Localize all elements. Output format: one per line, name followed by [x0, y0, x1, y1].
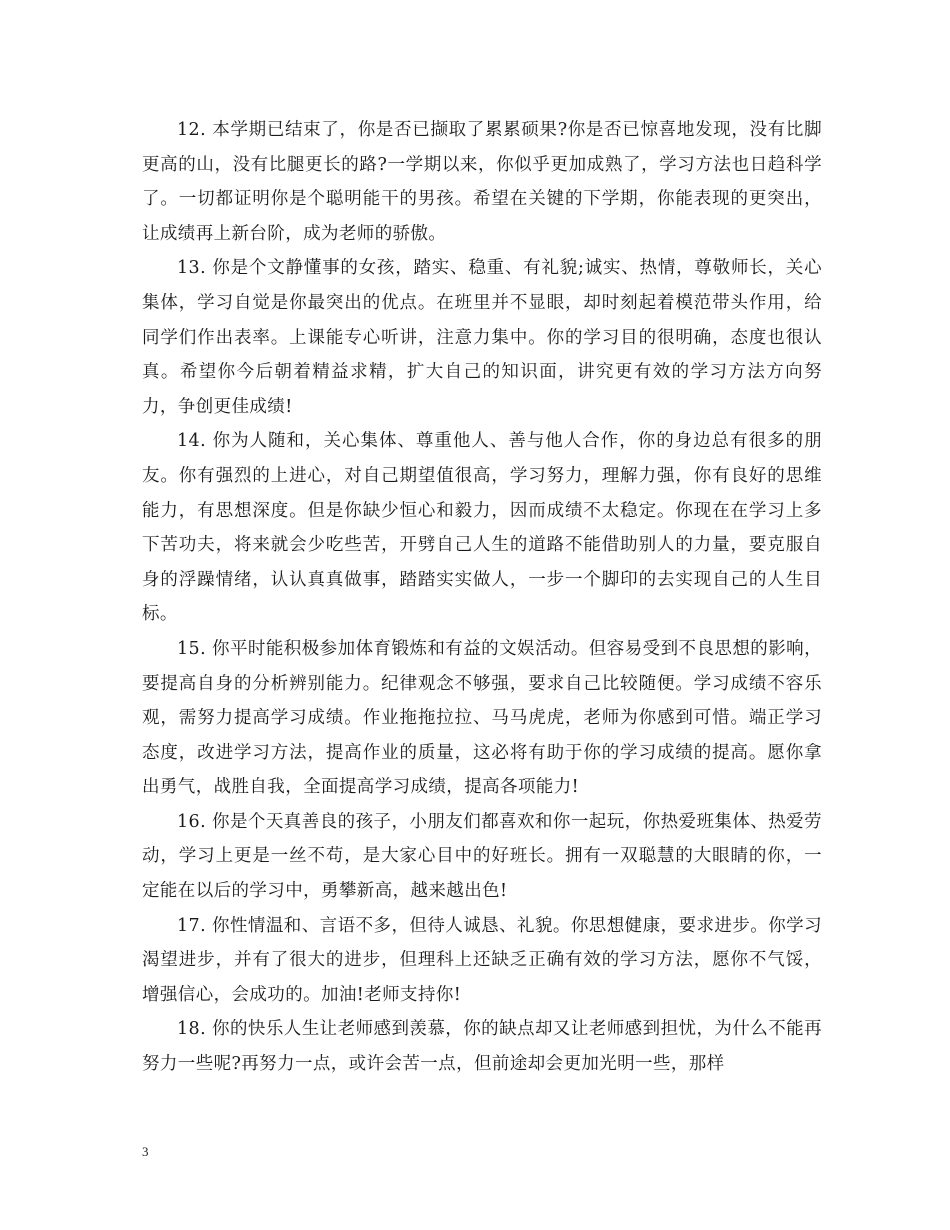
comment-paragraph-17: 17. 你性情温和、言语不多，但待人诚恳、礼貌。你思想健康，要求进步。你学习渴望进步，并有了很大的进步，但理科上还缺乏正确有效的学习方法，愿你不气馁，增强信心，会成功的。加油!老师支持你!: [142, 915, 822, 1005]
comment-paragraph-13: 13. 你是个文静懂事的女孩，踏实、稳重、有礼貌;诚实、热情，尊敬师长，关心集体，学习自觉是你最突出的优点。在班里并不显眼，却时刻起着模范带头作用，给同学们作出表率。上课能专心听讲，注意力集中。你的学习目的很明确，态度也很认真。希望你今后朝着精益求精，扩大自己的知识面，讲究更有效的学习方法方向努力，争创更佳成绩!: [142, 258, 822, 417]
comment-paragraph-12: 12. 本学期已结束了，你是否已撷取了累累硕果?你是否已惊喜地发现，没有比脚更高的山，没有比腿更长的路?一学期以来，你似乎更加成熟了，学习方法也日趋科学了。一切都证明你是个聪明能干的男孩。希望在关键的下学期，你能表现的更突出，让成绩再上新台阶，成为老师的骄傲。: [142, 120, 822, 244]
comment-paragraph-18: 18. 你的快乐人生让老师感到羡慕，你的缺点却又让老师感到担忧，为什么不能再努力一些呢?再努力一点，或许会苦一点，但前途却会更加光明一些，那样: [142, 1019, 822, 1075]
page-number: 3: [142, 1144, 149, 1159]
comment-paragraph-14: 14. 你为人随和，关心集体、尊重他人、善与他人合作，你的身边总有很多的朋友。你有强烈的上进心，对自己期望值很高，学习努力，理解力强，你有良好的思维能力，有思想深度。但是你缺少恒心和毅力，因而成绩不太稳定。你现在在学习上多下苦功夫，将来就会少吃些苦，开劈自己人生的道路不能借助别人的力量，要克服自身的浮躁情绪，认认真真做事，踏踏实实做人，一步一个脚印的去实现自己的人生目标。: [142, 431, 822, 625]
document-body: [142, 113, 822, 1082]
comment-paragraph-16: 16. 你是个天真善良的孩子，小朋友们都喜欢和你一起玩，你热爱班集体、热爱劳动，学习上更是一丝不苟，是大家心目中的好班长。拥有一双聪慧的大眼睛的你，一定能在以后的学习中，勇攀新高，越来越出色!: [142, 811, 822, 902]
comment-paragraph-15: 15. 你平时能积极参加体育锻炼和有益的文娱活动。但容易受到不良思想的影响，要提高自身的分析辨别能力。纪律观念不够强，要求自己比较随便。学习成绩不容乐观，需努力提高学习成绩。作业拖拖拉拉、马马虎虎，老师为你感到可惜。端正学习态度，改进学习方法，提高作业的质量，这必将有助于你的学习成绩的提高。愿你拿出勇气，战胜自我，全面提高学习成绩，提高各项能力!: [142, 638, 822, 798]
